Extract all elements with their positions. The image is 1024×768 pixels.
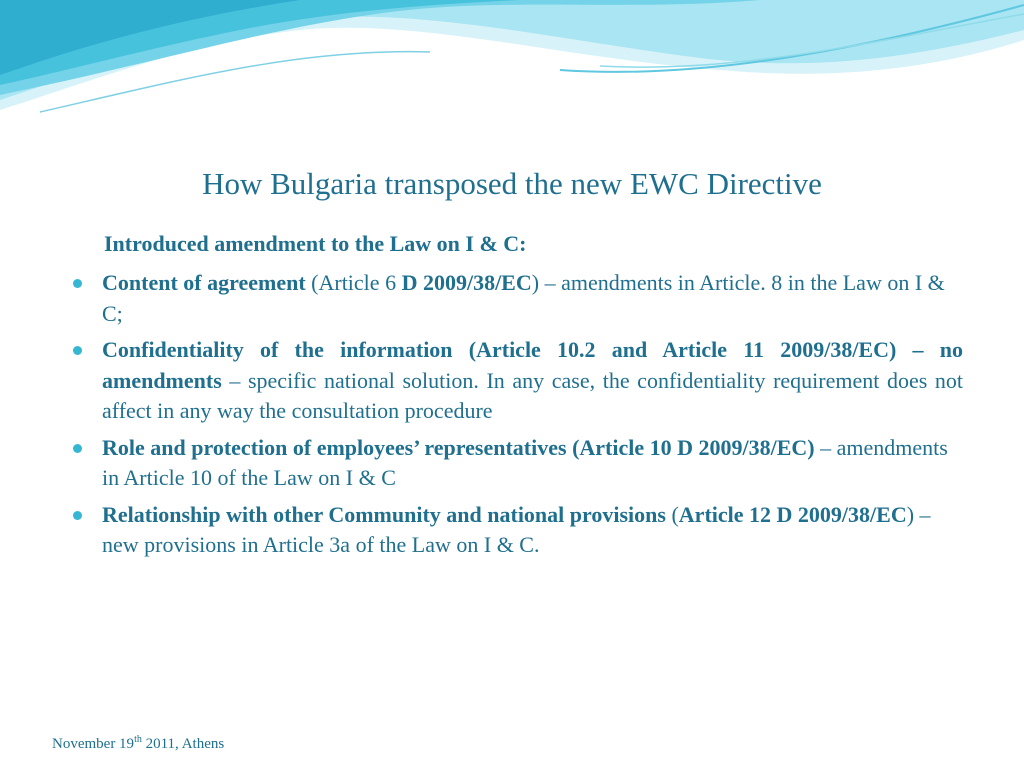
bullet-dot-icon — [73, 511, 82, 520]
bullet-item — [70, 500, 963, 561]
bullet-text: (Article 6 — [305, 270, 402, 295]
header-wave-decoration — [0, 0, 1024, 120]
bullet-list — [70, 268, 963, 567]
footer-date-ordinal: th — [134, 734, 142, 745]
bullet-text: ) – new provisions in Article 3a of the Law on I & C. — [102, 501, 931, 557]
bullet-text-bold: Relationship with other Community and national provisions — [102, 501, 666, 527]
slide-subtitle: Introduced amendment to the Law on I & C: — [104, 231, 527, 256]
bullet-text-bold: Role and protection of employees’ representatives (Article 10 D 2009/38/EC) — [102, 434, 815, 460]
bullet-text-bold: Article 12 D 2009/38/EC — [678, 501, 907, 527]
bullet-text: – specific national solution. In any case, the confidentiality requirement does not affect in any way the consultation procedure — [102, 367, 963, 423]
bullet-text-bold: Content of agreement — [102, 270, 306, 295]
slide-footer — [52, 734, 224, 753]
footer-date: November 19 — [52, 736, 135, 752]
slide-title: How Bulgaria transposed the new EWC Directive — [202, 166, 822, 201]
bullet-text-bold: Confidentiality of the information (Article 10.2 and Article 11 2009/38/EC) – no amendments — [102, 337, 963, 393]
bullet-dot-icon — [73, 279, 82, 288]
bullet-dot-icon — [73, 346, 82, 355]
bullet-item — [70, 335, 963, 427]
footer-location: 2011, Athens — [141, 736, 225, 752]
bullet-text-bold: D 2009/38/EC — [401, 270, 532, 295]
bullet-item — [70, 268, 963, 329]
bullet-text: – amendments in Article 10 of the Law on I & C — [102, 434, 948, 490]
bullet-dot-icon — [73, 444, 82, 453]
bullet-text: ( — [665, 501, 679, 527]
bullet-text: ) – amendments in Article. 8 in the Law on I & C; — [102, 270, 945, 326]
bullet-item — [70, 433, 963, 494]
